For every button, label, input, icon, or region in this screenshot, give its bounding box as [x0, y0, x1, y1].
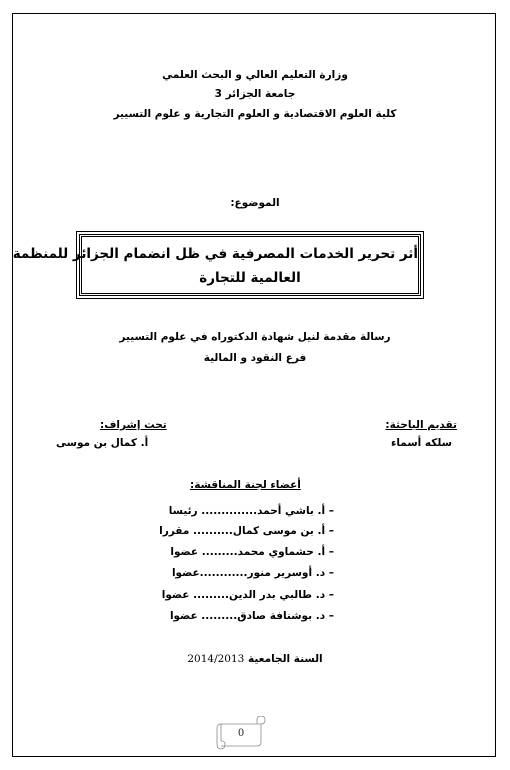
subject-label: الموضوع: — [230, 197, 280, 209]
faculty-name: كلية العلوم الاقتصادية و العلوم التجارية و علوم التسيير — [113, 108, 397, 120]
page-number-scroll — [215, 716, 267, 750]
thesis-title-line-1: أثر تحرير الخدمات المصرفية في ظل انضمام الجزائر للمنظمة — [12, 246, 418, 262]
title-box — [12, 234, 421, 296]
university-name: جامعة الجزائر 3 — [214, 88, 296, 100]
committee-title: أعضاء لجنة المناقشة: — [190, 479, 301, 491]
supervisor-name: أ. كمال بن موسى — [56, 437, 149, 449]
presented-by-label: تقديم الباحثة: — [385, 419, 457, 431]
committee-member: – أ. حشماوي محمد......... عضوا — [170, 546, 334, 558]
thesis-description: رسالة مقدمة لنيل شهادة الدكتوراه في علوم التسيير — [119, 331, 391, 343]
committee-member: – أ. باشي أحمد.............. رئيسا — [168, 505, 334, 517]
thesis-branch: فرع النقود و المالية — [203, 352, 307, 364]
thesis-title-line-2: العالمية للتجارة — [199, 270, 301, 286]
page-border — [12, 13, 496, 757]
page-number: 0 — [237, 728, 245, 739]
researcher-name: سلكه أسماء — [390, 437, 452, 449]
supervision-label: تحت إشراف: — [100, 419, 167, 431]
committee-member: – د. طالبي بدر الدين......... عضوا — [161, 589, 334, 601]
academic-year-value: 2014/2013 — [187, 653, 245, 665]
academic-year — [0, 653, 510, 665]
academic-year-label: السنة الجامعية — [247, 653, 323, 665]
committee-member: – د. أوسرير منور............عضوا — [171, 567, 334, 579]
ministry-name: وزارة التعليم العالي و البحث العلمي — [162, 69, 348, 81]
committee-member: – د. بوشنافة صادق......... عضوا — [169, 610, 334, 622]
committee-member: – أ. بن موسى كمال.......... مقررا — [159, 525, 334, 537]
